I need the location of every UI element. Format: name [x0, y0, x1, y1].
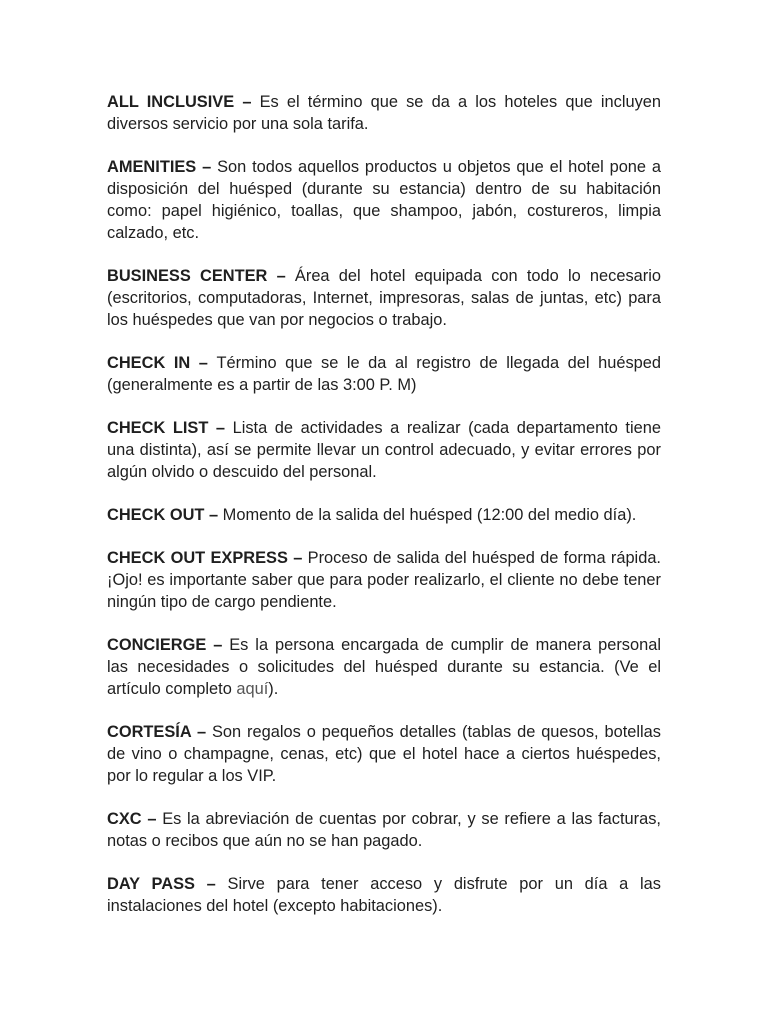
term-dash: –: [194, 875, 228, 893]
term: AMENITIES: [107, 158, 197, 176]
term-dash: –: [190, 354, 217, 372]
term-dash: –: [234, 93, 260, 111]
glossary-entry-check-out: [107, 504, 661, 526]
term: ALL INCLUSIVE: [107, 93, 235, 111]
glossary-entry-concierge: [107, 634, 661, 700]
term-dash: –: [196, 158, 218, 176]
glossary-entry-business-center: [107, 265, 661, 331]
definition: Área del hotel equipada con todo lo necesario (escritorios, computadoras, Internet, impresoras, salas de juntas, etc) para los huéspedes que van por negocios o trabajo.: [107, 267, 661, 329]
definition: Sirve para tener acceso y disfrute por un día a las instalaciones del hotel (excepto habitaciones).: [107, 875, 661, 915]
term-dash: –: [208, 419, 233, 437]
term: CHECK IN: [107, 354, 191, 372]
term: DAY PASS: [107, 875, 195, 893]
term: CHECK OUT EXPRESS: [107, 549, 288, 567]
glossary-document: [107, 91, 661, 938]
definition: Es el término que se da a los hoteles que incluyen diversos servicio por una sola tarifa.: [107, 93, 661, 133]
definition: Proceso de salida del huésped de forma rápida. ¡Ojo! es importante saber que para poder realizarlo, el cliente no debe tener ningún tipo de cargo pendiente.: [107, 549, 661, 611]
definition: Lista de actividades a realizar (cada departamento tiene una distinta), así se permite llevar un control adecuado, y evitar errores por algún olvido o descuido del personal.: [107, 419, 661, 481]
glossary-entry-check-list: [107, 417, 661, 483]
term-dash: –: [267, 267, 295, 285]
term-dash: –: [206, 636, 230, 654]
definition: Momento de la salida del huésped (12:00 del medio día).: [222, 506, 637, 524]
definition: Es la abreviación de cuentas por cobrar, y se refiere a las facturas, notas o recibos que aún no se han pagado.: [107, 810, 661, 850]
glossary-entry-day-pass: [107, 873, 661, 917]
term-dash: –: [141, 810, 163, 828]
definition: Es la persona encargada de cumplir de manera personal las necesidades o solicitudes del huésped durante su estancia. (Ve el artículo completo: [107, 636, 661, 698]
glossary-entry-all-inclusive: [107, 91, 661, 135]
definition: Son todos aquellos productos u objetos que el hotel pone a disposición del huésped (durante su estancia) dentro de su habitación como: papel higiénico, toallas, que shampoo, jabón, costureros, limpia calzado, etc.: [107, 158, 661, 242]
term: CXC: [107, 810, 142, 828]
term: CHECK OUT: [107, 506, 205, 524]
definition: Son regalos o pequeños detalles (tablas de quesos, botellas de vino o champagne, cenas, etc) que el hotel hace a ciertos huéspedes, por lo regular a los VIP.: [107, 723, 661, 785]
glossary-entry-cortesia: [107, 721, 661, 787]
glossary-entry-amenities: [107, 156, 661, 244]
term-dash: –: [287, 549, 308, 567]
glossary-entry-check-out-express: [107, 547, 661, 613]
glossary-entry-check-in: [107, 352, 661, 396]
term-dash: –: [204, 506, 223, 524]
glossary-entry-cxc: [107, 808, 661, 852]
article-link[interactable]: aquí: [236, 680, 269, 698]
term: CORTESÍA: [107, 723, 192, 741]
definition: Término que se le da al registro de llegada del huésped (generalmente es a partir de las 3:00 P. M): [107, 354, 661, 394]
term: CHECK LIST: [107, 419, 209, 437]
term-dash: –: [191, 723, 212, 741]
term: CONCIERGE: [107, 636, 207, 654]
term: BUSINESS CENTER: [107, 267, 268, 285]
definition-end: ).: [268, 680, 279, 698]
